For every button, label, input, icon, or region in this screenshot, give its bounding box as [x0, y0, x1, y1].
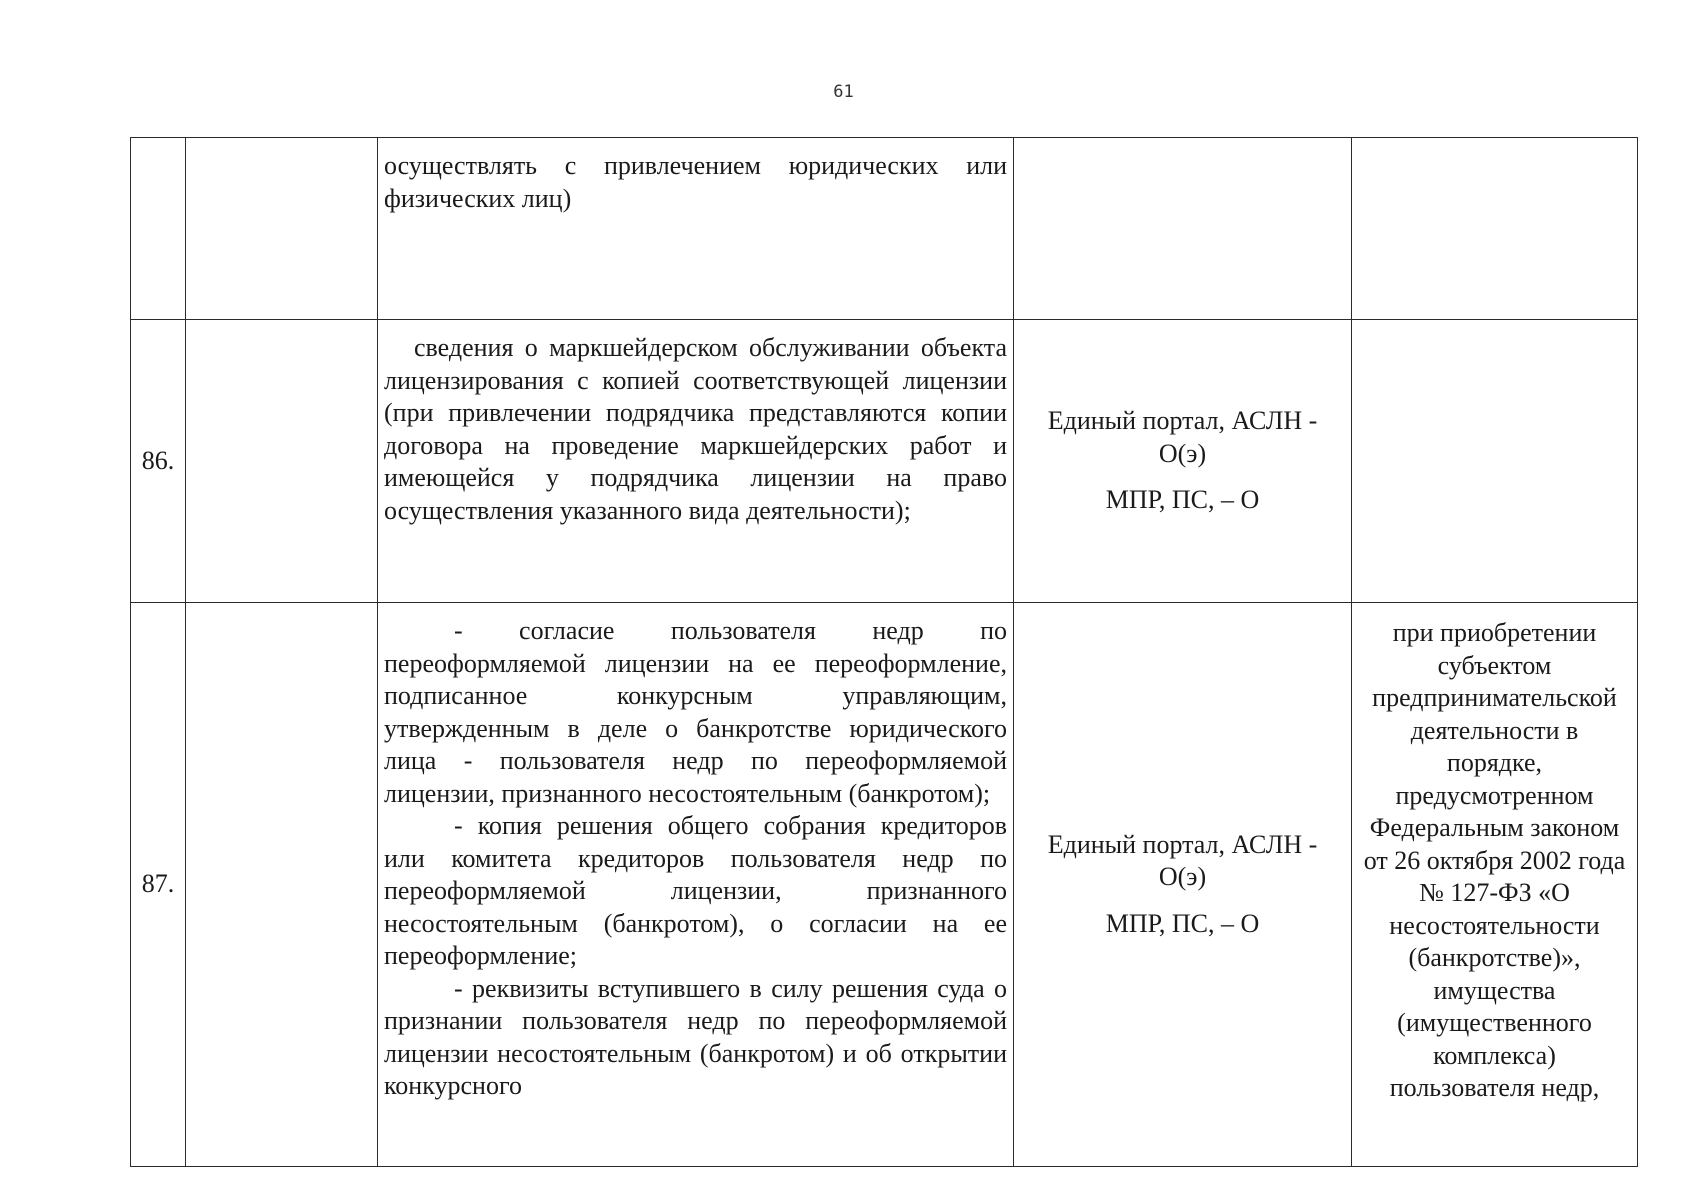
- description-paragraph: - согласие пользователя недр по переоформляемой лицензии на ее переоформление, подписанное конкурсным управляющим, утвержденным в деле о банкротстве юридического лица - пользователя недр по переоформляемой лицензии, признанного несостоятельным (банкротом);: [384, 616, 1007, 808]
- empty-cell: [186, 138, 378, 320]
- source-line: МПР, ПС, – О: [1105, 485, 1260, 515]
- description-paragraph: - копия решения общего собрания кредиторов или комитета кредиторов пользователя недр по переоформляемой лицензии, признанного несостоятельным (банкротом), о согласии на ее переоформление;: [384, 811, 1007, 970]
- row-source: [1014, 138, 1352, 320]
- empty-cell: [186, 320, 378, 603]
- row-source: [1014, 320, 1352, 603]
- row-number: [131, 138, 186, 320]
- page-number: 61: [833, 82, 854, 102]
- requirements-table: [130, 137, 1638, 1167]
- row-description: [378, 138, 1014, 320]
- table-row: [131, 138, 1638, 320]
- row-description: [378, 320, 1014, 603]
- row-number: 86.: [131, 320, 186, 603]
- row-number: 87.: [131, 603, 186, 1167]
- row-note: [1352, 138, 1638, 320]
- description-paragraph: сведения о маркшейдерском обслуживании объекта лицензирования с копией соответствующей лицензии (при привлечении подрядчика представляются копии договора на проведение маркшейдерских работ и имеющейся у подрядчика лицензии на право осуществления указанного вида деятельности);: [384, 333, 1007, 525]
- table-row: [131, 320, 1638, 603]
- source-line: МПР, ПС, – О: [1105, 908, 1260, 938]
- row-source: [1014, 603, 1352, 1167]
- description-paragraph: осуществлять с привлечением юридических или физических лиц): [384, 151, 1007, 213]
- row-note: при приобретении субъектом предпринимательской деятельности в порядке, предусмотренном Федеральным законом от 26 октября 2002 года № 127-ФЗ «О несостоятельности (банкротстве)», имущества (имущественного комплекса) пользователя недр,: [1352, 603, 1638, 1167]
- row-description: [378, 603, 1014, 1167]
- source-line: Единый портал, АСЛН - О(э): [1047, 829, 1318, 892]
- table-row: [131, 603, 1638, 1167]
- row-note: [1352, 320, 1638, 603]
- source-line: Единый портал, АСЛН - О(э): [1047, 406, 1318, 468]
- description-paragraph: - реквизиты вступившего в силу решения суда о признании пользователя недр по переоформляемой лицензии несостоятельным (банкротом) и об открытии конкурсного: [384, 973, 1007, 1100]
- empty-cell: [186, 603, 378, 1167]
